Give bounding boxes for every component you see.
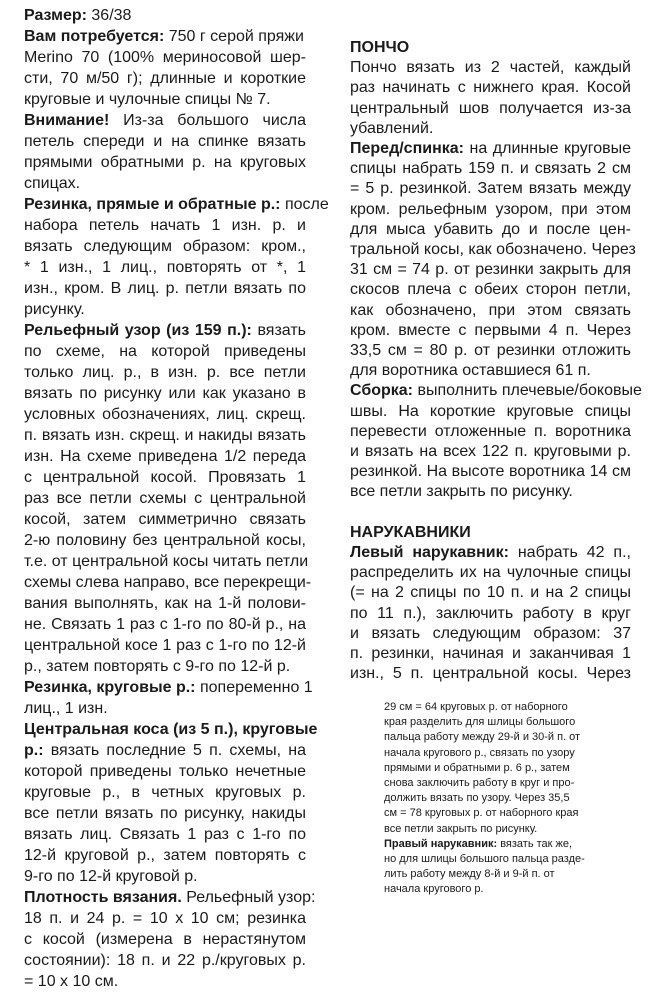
body-text: тральной косы, как обозначено. Через [350,241,636,258]
body-text: условных обозначениях, лиц. скрещ. [24,406,306,423]
body-text: спицы набрать 159 п. и связать 2 см [350,160,631,178]
body-text: все петли закрыть по рисунку. [384,822,538,835]
body-text: 36/38 [86,7,132,24]
body-text: изн., кром. В лиц. р. петли вязать по [24,280,306,297]
body-text: 12-й круговой р., затем повторять с [24,847,306,864]
col-left-line [24,405,306,425]
body-text: 18 п. и 24 р. = 10 х 10 см; резинка [24,910,306,927]
col-right-line [350,38,631,58]
body-text: 9-го по 12-й круговой р. [24,868,198,885]
body-text: Из-за большого числа [109,112,306,129]
body-text: вязать лиц. Связать 1 раз с 1-го по [24,826,306,843]
body-text: 2-ю половину без центральной косы, [24,532,306,549]
body-text: начала кругового р., связать по узору [384,746,575,759]
bold-heading: НАРУКАВНИКИ [350,523,471,541]
col-left-line [24,909,306,929]
body-text: кром. рельефным узором, при этом [350,200,631,218]
small-block-line [384,746,575,761]
bold-heading: Перед/спинка: [350,140,464,157]
col-left-line [24,762,306,782]
body-text: попеременно 1 [195,679,313,696]
body-text: вязать так же, [497,837,573,850]
body-text: после [280,196,329,213]
body-text: вязать следующим образом: кром., [24,238,306,255]
bold-heading: Резинка, круговые р.: [24,679,196,696]
body-text: изн. На схеме приведена 1/2 переда [24,448,306,465]
body-text: центральный шов получается из-за [350,99,631,117]
col-left-line [24,951,306,971]
body-text: = 10 х 10 см. [24,973,119,990]
col-right-line [350,240,636,260]
small-block-line [384,837,572,852]
bold-heading: ПОНЧО [350,39,410,56]
col-right-line [350,422,631,442]
body-text: круговые р., в четных круговых р. [24,784,306,801]
bold-heading: Размер: [24,7,87,24]
col-right-line [350,523,631,543]
bold-heading: Плотность вязания. [24,889,182,906]
body-text: 31 см = 74 р. от резинки закрыть для [350,261,631,279]
col-right-line [350,644,631,664]
col-left-line [24,237,306,257]
body-text: сти, 70 м/50 г); длинные и короткие [24,70,306,87]
col-left-line [24,195,329,215]
body-text: раз начинать с нижнего края. Косой [350,79,631,97]
col-left-line [24,930,306,950]
body-text: п. вязать изн. скрещ. и накиды вязать [24,427,306,444]
bold-heading: Рельефный узор (из 159 п.): [24,322,252,339]
body-text: см = 78 круговых р. от наборного края [384,807,579,820]
body-text: Merino 70 (100% мериносовой шер- [24,49,306,66]
body-text: края разделить для шлицы большого [384,716,576,729]
col-right-line [350,604,631,624]
small-block-line [384,715,575,730]
col-left-line [24,552,309,572]
body-text: состоянии): 18 п. и 22 р./круговых р. [24,952,306,969]
body-text: скосов плеча с обеих сторон петли, [350,281,631,299]
col-left-line [24,720,318,740]
bold-heading: Внимание! [24,112,110,129]
col-right-line [350,119,631,139]
body-text: швы. На короткие круговые спицы [350,402,631,420]
col-left-line [24,132,306,152]
col-right-line [350,220,631,240]
small-block-line [384,882,484,897]
cropped-top-edge [24,0,284,4]
col-left-line [24,216,306,236]
body-text: только лиц. р., в изн. р. все петли [24,364,306,381]
body-text: (= на 2 спицы по 10 п. и на 2 спицы [350,584,631,602]
body-text: но для шлицы большого пальца разде- [384,853,585,865]
col-left-line [24,426,306,446]
col-left-line [24,741,306,761]
col-left-line [24,489,306,509]
body-text: лить работу между 8-й и 9-й п. от [384,868,555,881]
col-right-line [350,402,631,422]
col-right-line [350,664,631,684]
col-left-line [24,888,316,908]
body-text: с косой (измерена в нерастянутом [24,931,306,948]
col-left-line [24,783,306,803]
small-block-line [384,822,537,837]
body-text: спицах. [24,175,81,192]
col-left-line [24,678,313,698]
col-right-line [350,341,631,361]
bold-heading: Центральная коса (из 5 п.), круговые [24,721,318,738]
col-left-line [24,258,306,278]
col-right-line [350,583,631,603]
col-right-line [350,301,631,321]
bold-heading: р.: [24,742,44,759]
body-text: 750 г серой пряжи [164,28,304,45]
body-text: по схеме, на которой приведены [24,343,306,360]
bold-heading: Левый нарукавник: [350,544,509,561]
bold-heading: Резинка, прямые и обратные р.: [24,196,281,213]
body-text: все петли закрыть по рисунку. [350,483,573,501]
col-right-line [350,624,631,644]
small-block-line [384,700,568,715]
body-text: Рельефный узор: [181,889,316,906]
col-right-line [350,563,631,583]
body-text: лиц., 1 изн. [24,700,108,717]
body-text: прямыми обратными р. на круговых [24,154,306,171]
body-text: вязать [251,322,306,339]
body-text: 29 см = 64 круговых р. от наборного [384,701,568,713]
col-left-line [24,594,306,614]
col-right-line [350,58,631,78]
body-text: п. резинки, начиная и заканчивая 1 [350,645,631,662]
col-left-line [24,846,306,866]
col-left-line [24,6,306,26]
body-text: Пончо вязать из 2 частей, каждый [350,59,631,77]
body-text: и вязать следующим образом: 37 [350,624,631,642]
body-text: изн., 5 п. центральной косы. Через [350,665,631,683]
body-text: снова заключить работу в круг и про- [384,777,575,789]
bold-heading: Вам потребуется: [24,28,165,45]
col-right-line [350,139,631,159]
col-right-line [350,321,631,341]
small-block-line [384,852,585,867]
small-block-line [384,730,580,745]
col-left-line [24,363,306,383]
body-text: которой приведены только нечетные [24,763,306,780]
col-right-line [350,78,631,98]
col-right-line [350,99,631,119]
col-left-line [24,468,306,488]
body-text: кром. вместе с первыми 4 п. Через [350,321,631,339]
body-text: вания выполнять, как на 1-й полови- [24,595,306,612]
body-text: = 5 р. резинкой. Затем вязать между [350,180,631,198]
body-text: перевести отложенные п. воротника [350,422,631,440]
body-text: вязать по рисунку или как указано в [24,385,306,402]
body-text: по 11 п.), заключить работу в круг [350,604,631,622]
body-text: с центральной косой. Провязать 1 [24,469,306,486]
col-left-line [24,867,306,887]
col-left-line [24,636,306,656]
body-text: набрать 42 п., [508,544,631,561]
col-left-line [24,111,306,131]
col-left-line [24,279,306,299]
col-right-line [350,179,631,199]
body-text: схемы слева направо, все перекрещи- [24,574,312,591]
small-block-line [384,806,578,821]
col-left-line [24,90,306,110]
col-left-line [24,384,306,404]
body-text: раз все петли схемы с центральной [24,490,306,507]
col-left-line [24,69,306,89]
col-left-line [24,657,306,677]
col-left-line [24,447,306,467]
body-text: пальца работу между 29-й и 30-й п. от [384,731,581,744]
small-block-line [384,761,570,776]
col-right-line [350,462,631,482]
small-block-line [384,867,555,882]
col-right-line [350,361,631,381]
body-text: убавлений. [350,119,434,137]
col-right-line [350,159,631,179]
body-text: и вязать на всех 122 п. круговыми р. [350,443,631,460]
body-text: все петли вязать по рисунку, накиды [24,805,306,822]
col-right-line [350,280,631,300]
col-right-line [350,260,631,280]
bold-heading: Правый нарукавник: [384,837,498,850]
col-left-line [24,531,306,551]
col-left-line [24,174,306,194]
col-left-line [24,48,306,68]
col-left-line [24,300,306,320]
body-text: распределить их на чулочные спицы [350,564,631,582]
col-left-line [24,825,306,845]
body-text: р., затем повторять с 9-го по 12-й р. [24,658,291,675]
body-text: набора петель начать 1 изн. р. и [24,217,306,234]
body-text: начала кругового р. [384,883,484,896]
body-text: для воротника оставшиеся 61 п. [350,362,591,380]
col-right-line [350,482,631,502]
col-left-line [24,615,306,635]
body-text: петель спереди и на спинке вязать [24,133,306,150]
body-text: не. Связать 1 раз с 1-го по 80-й р., на [24,616,306,633]
body-text: на длинные круговые [463,140,631,157]
body-text: центральной косе 1 раз с 1-го по 12-й [24,637,306,654]
col-left-line [24,804,306,824]
col-left-line [24,972,306,992]
col-left-line [24,573,312,593]
body-text: резинкой. На высоте воротника 14 см [350,463,631,481]
small-block-line [384,791,570,806]
body-text: т.е. от центральной косы читать петли [24,553,309,570]
col-left-line [24,321,306,341]
col-left-line [24,27,306,47]
col-right-line [350,543,631,563]
body-text: для мыса убавить до и после цен- [350,220,631,238]
small-block-line [384,776,574,791]
body-text: выполнить плечевые/боковые [413,382,642,400]
col-left-line [24,342,306,362]
body-text: должить вязать по узору. Через 35,5 [384,792,570,805]
bold-heading: Сборка: [350,382,414,400]
col-left-line [24,153,306,173]
body-text: как обозначено, при этом связать [350,301,631,319]
body-text: круговые и чулочные спицы № 7. [24,91,271,108]
col-right-line [350,442,631,462]
col-left-line [24,510,306,530]
col-left-line [24,699,306,719]
body-text: рисунку. [24,301,85,318]
body-text: прямыми и обратными р. 6 р., затем [384,761,570,774]
body-text: косой, затем симметрично связать [24,511,306,528]
col-right-line [350,200,631,220]
col-right-line [350,381,642,401]
body-text: 33,5 см = 80 р. от резинки отложить [350,342,631,359]
body-text: * 1 изн., 1 лиц., повторять от *, 1 [24,259,306,276]
body-text: вязать последние 5 п. схемы, на [43,742,306,759]
